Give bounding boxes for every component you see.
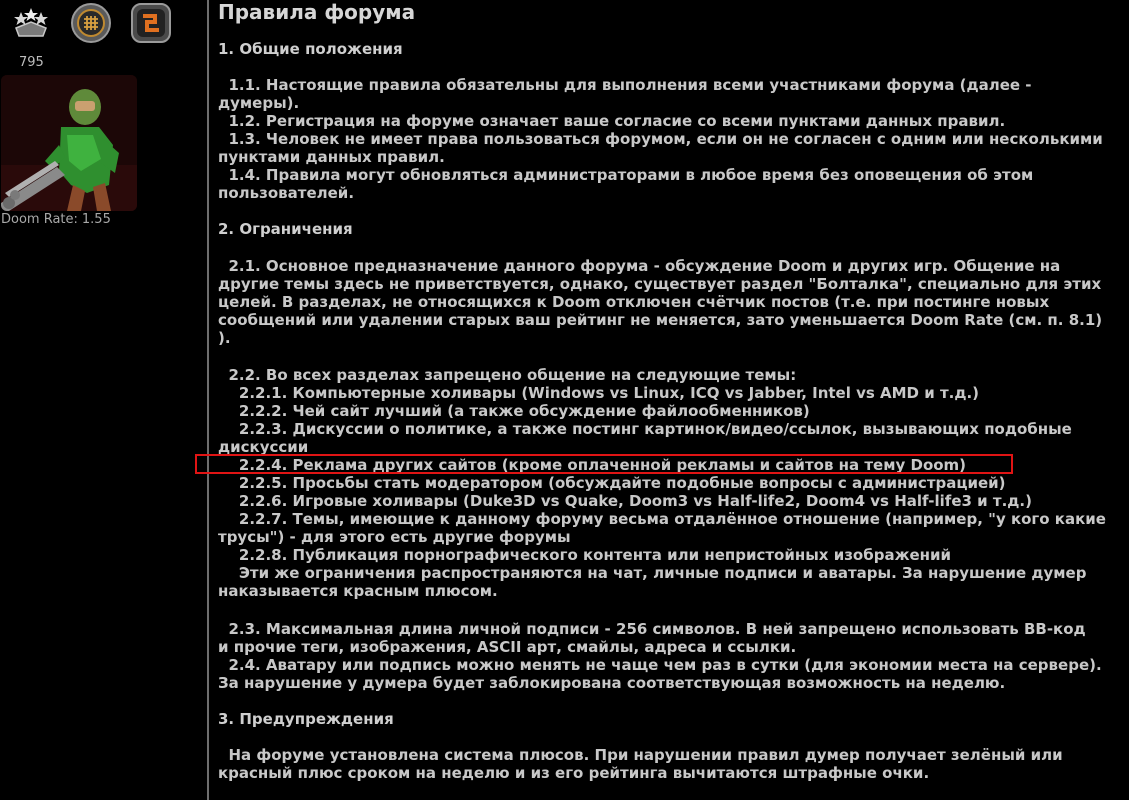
- rule-line: дискуссии: [218, 438, 309, 456]
- section-heading: 1. Общие положения: [218, 40, 403, 58]
- page-title: Правила форума: [218, 0, 416, 24]
- rule-line: целей. В разделах, не относящихся к Doom отключен счётчик постов (т.е. при постинге новых: [218, 293, 1050, 311]
- doomguy-avatar: [1, 75, 137, 211]
- rule-line: 2.2.3. Дискуссии о политике, а также постинг картинок/видео/ссылок, вызывающих подобные: [218, 420, 1072, 438]
- highlight-box: [195, 454, 1013, 474]
- rule-line: пользователей.: [218, 184, 355, 202]
- doom-rate-value: 1.55: [81, 212, 111, 227]
- rule-line: трусы") - для этого есть другие форумы: [218, 528, 571, 546]
- rule-line: 2.2.5. Просьбы стать модератором (обсуждайте подобные вопросы с администрацией): [218, 474, 1006, 492]
- post-count: 795: [19, 55, 44, 70]
- rule-line: 2.2.2. Чей сайт лучший (а также обсуждение файлообменников): [218, 402, 810, 420]
- rule-line: 1.4. Правила могут обновляться администраторами в любое время без оповещения об этом: [218, 166, 1034, 184]
- rule-line: 1.1. Настоящие правила обязательны для выполнения всеми участниками форума (далее -: [218, 76, 1032, 94]
- rule-line: 2.3. Максимальная длина личной подписи - 256 символов. В ней запрещено использовать BB-код: [218, 620, 1086, 638]
- rule-line: думеры).: [218, 94, 300, 112]
- rule-line: На форуме установлена система плюсов. При нарушении правил думер получает зелёный или: [218, 746, 1063, 764]
- rule-line: 2.2. Во всех разделах запрещено общение на следующие темы:: [218, 366, 797, 384]
- rule-line: 2.2.7. Темы, имеющие к данному форуму весьма отдалённое отношение (например, "у кого какие: [218, 510, 1106, 528]
- rule-line: наказывается красным плюсом.: [218, 582, 498, 600]
- rule-line: другие темы здесь не приветствуется, однако, существует раздел "Болталка", специально для этих: [218, 275, 1102, 293]
- rule-line: красный плюс сроком на неделю и из его рейтинга вычитаются штрафные очки.: [218, 764, 930, 782]
- rule-line: 1.3. Человек не имеет права пользоваться форумом, если он не согласен с одним или несколькими: [218, 130, 1103, 148]
- doom-rate-label: Doom Rate:: [1, 212, 78, 227]
- rule-line: и прочие теги, изображения, ASCII арт, смайлы, адреса и ссылки.: [218, 638, 797, 656]
- rule-line: 2.2.1. Компьютерные холивары (Windows vs Linux, ICQ vs Jabber, Intel vs AMD и т.д.): [218, 384, 980, 402]
- rule-line: ).: [218, 329, 231, 347]
- rule-line: 2.2.8. Публикация порнографического контента или непристойных изображений: [218, 546, 952, 564]
- highlighted-rule-line: 2.2.4. Реклама других сайтов (кроме оплаченной рекламы и сайтов на тему Doom): [218, 456, 967, 474]
- rank-stars-icon: [10, 2, 52, 44]
- rule-line: 1.2. Регистрация на форуме означает ваше согласие со всеми пунктами данных правил.: [218, 112, 1006, 130]
- section-heading: 2. Ограничения: [218, 220, 353, 238]
- rule-line: 2.1. Основное предназначение данного форума - обсуждение Doom и других игр. Общение на: [218, 257, 1061, 275]
- panel-divider: [207, 0, 209, 800]
- grid-emblem-icon: [70, 2, 112, 44]
- rule-line: За нарушение у думера будет заблокирована соответствующая возможность на неделю.: [218, 674, 1006, 692]
- symbol-emblem-icon: [130, 2, 172, 44]
- rule-line: 2.2.6. Игровые холивары (Duke3D vs Quake, Doom3 vs Half-life2, Doom4 vs Half-life3 и т.д.): [218, 492, 1032, 510]
- section-heading: 3. Предупреждения: [218, 710, 394, 728]
- doom-rate: [1, 212, 111, 227]
- rule-line: 2.4. Аватару или подпись можно менять не чаще чем раз в сутки (для экономии места на сервере).: [218, 656, 1102, 674]
- rule-line: сообщений или удалении старых ваш рейтинг не меняется, зато уменьшается Doom Rate (см. п. 8.1): [218, 311, 1103, 329]
- user-panel: [0, 0, 206, 800]
- rule-line: Эти же ограничения распространяются на чат, личные подписи и аватары. За нарушение думер: [218, 564, 1087, 582]
- rule-line: пунктами данных правил.: [218, 148, 445, 166]
